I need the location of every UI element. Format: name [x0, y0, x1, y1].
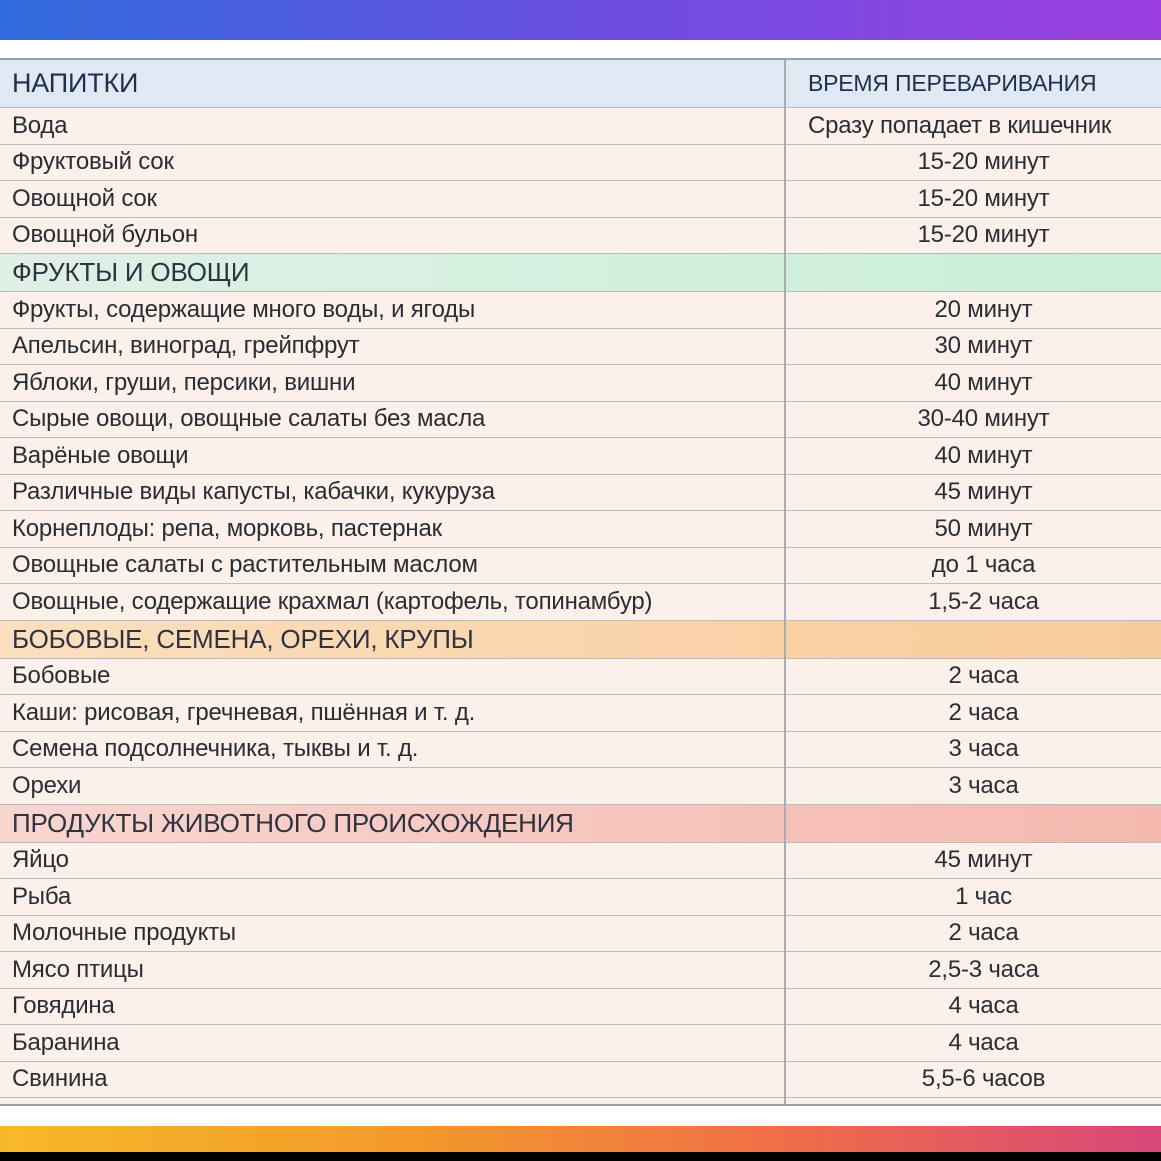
food-cell: Апельсин, виноград, грейпфрут	[12, 332, 360, 360]
table-row	[0, 916, 1161, 953]
section-title: ПРОДУКТЫ ЖИВОТНОГО ПРОИСХОЖДЕНИЯ	[12, 807, 574, 838]
food-cell: Яйцо	[12, 846, 69, 874]
table-row	[0, 584, 1161, 621]
food-cell: Овощные салаты с растительным маслом	[12, 551, 478, 579]
header-col-digestion-time: ВРЕМЯ ПЕРЕВАРИВАНИЯ	[808, 70, 1097, 96]
table-row	[0, 108, 1161, 145]
table-row	[0, 843, 1161, 880]
time-cell: 3 часа	[948, 771, 1019, 799]
time-cell: 45 минут	[934, 846, 1033, 874]
section-title: БОБОВЫЕ, СЕМЕНА, ОРЕХИ, КРУПЫ	[12, 623, 474, 654]
food-cell: Бобовые	[12, 662, 111, 690]
time-cell: 40 минут	[934, 441, 1033, 469]
food-cell: Молочные продукты	[12, 919, 236, 947]
section-row	[0, 621, 1161, 659]
bottom-black-strip	[0, 1152, 1161, 1161]
time-cell: 3 часа	[948, 735, 1019, 763]
table-row	[0, 659, 1161, 696]
time-cell: 2 часа	[948, 698, 1019, 726]
food-cell: Овощные, содержащие крахмал (картофель, топинамбур)	[12, 587, 653, 615]
table-row	[0, 511, 1161, 548]
time-cell: 5,5-6 часов	[921, 1065, 1046, 1093]
section-row	[0, 805, 1161, 843]
food-cell: Фруктовый сок	[12, 148, 174, 176]
table-row	[0, 548, 1161, 585]
section-row	[0, 254, 1161, 292]
section-title: ФРУКТЫ И ОВОЩИ	[12, 257, 250, 287]
food-cell: Рыба	[12, 882, 72, 910]
table-body	[0, 60, 1161, 1098]
time-cell: 1,5-2 часа	[928, 587, 1039, 615]
table-row	[0, 1025, 1161, 1062]
food-cell: Овощной сок	[12, 184, 157, 212]
column-divider	[784, 60, 786, 1104]
table-row	[0, 768, 1161, 805]
table-row	[0, 1062, 1161, 1099]
table-row	[0, 989, 1161, 1026]
food-cell: Мясо птицы	[12, 955, 144, 983]
food-cell: Фрукты, содержащие много воды, и ягоды	[12, 295, 476, 323]
food-cell: Варёные овощи	[12, 441, 189, 469]
time-cell: 15-20 минут	[917, 148, 1050, 176]
time-cell: 30 минут	[934, 332, 1033, 360]
bottom-gradient-band	[0, 1126, 1161, 1152]
time-cell: 45 минут	[934, 478, 1033, 506]
table-row	[0, 695, 1161, 732]
table-header-row	[0, 60, 1161, 108]
table-row	[0, 438, 1161, 475]
table-row	[0, 879, 1161, 916]
table-row	[0, 292, 1161, 329]
time-cell: 4 часа	[948, 992, 1019, 1020]
table-row	[0, 329, 1161, 366]
food-cell: Говядина	[12, 992, 115, 1020]
time-cell: 1 час	[955, 882, 1012, 910]
top-gradient-band	[0, 0, 1161, 40]
table-row	[0, 365, 1161, 402]
food-cell: Корнеплоды: репа, морковь, пастернак	[12, 514, 442, 542]
food-cell: Орехи	[12, 771, 82, 799]
time-cell: Сразу попадает в кишечник	[808, 111, 1112, 139]
time-cell: до 1 часа	[931, 551, 1036, 579]
time-cell: 4 часа	[948, 1028, 1019, 1056]
food-cell: Баранина	[12, 1028, 120, 1056]
food-cell: Вода	[12, 111, 68, 139]
header-col-drinks: НАПИТКИ	[12, 68, 139, 98]
time-cell: 40 минут	[934, 368, 1033, 396]
time-cell: 2,5-3 часа	[928, 955, 1039, 983]
food-cell: Различные виды капусты, кабачки, кукуруза	[12, 478, 495, 506]
time-cell: 30-40 минут	[917, 405, 1050, 433]
table-row	[0, 952, 1161, 989]
time-cell: 50 минут	[934, 514, 1033, 542]
time-cell: 15-20 минут	[917, 221, 1050, 249]
digestion-time-table	[0, 58, 1161, 1106]
food-cell: Овощной бульон	[12, 221, 198, 249]
time-cell: 2 часа	[948, 662, 1019, 690]
food-cell: Каши: рисовая, гречневая, пшённая и т. д.	[12, 698, 476, 726]
time-cell: 2 часа	[948, 919, 1019, 947]
food-cell: Сырые овощи, овощные салаты без масла	[12, 405, 486, 433]
table-row	[0, 475, 1161, 512]
table-row	[0, 732, 1161, 769]
time-cell: 15-20 минут	[917, 184, 1050, 212]
time-cell: 20 минут	[934, 295, 1033, 323]
table-row	[0, 218, 1161, 255]
table-row	[0, 181, 1161, 218]
table-row	[0, 402, 1161, 439]
table-row	[0, 145, 1161, 182]
food-cell: Яблоки, груши, персики, вишни	[12, 368, 356, 396]
food-cell: Семена подсолнечника, тыквы и т. д.	[12, 735, 419, 763]
food-cell: Свинина	[12, 1065, 108, 1093]
